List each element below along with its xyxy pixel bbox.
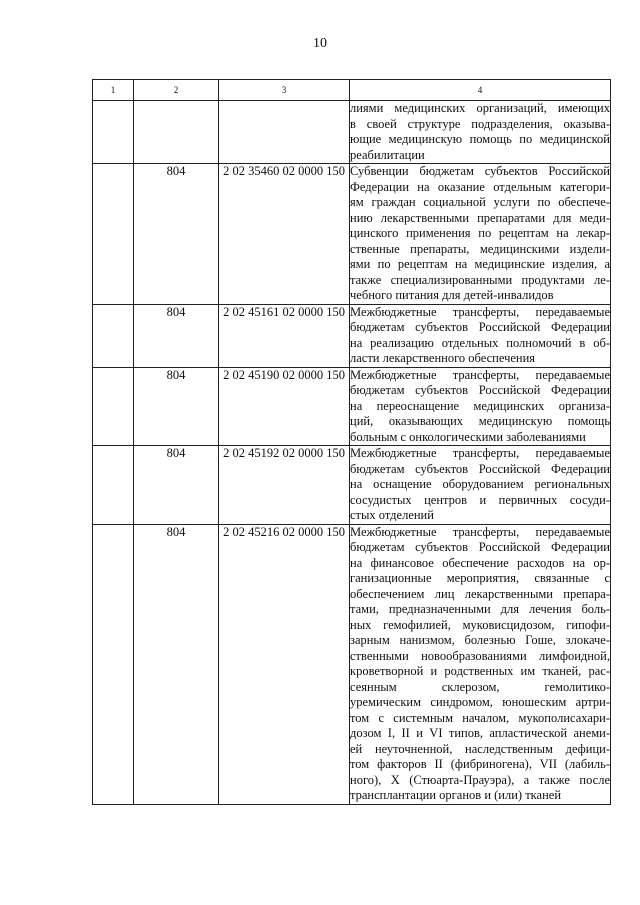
row-index-cell [93,446,134,525]
description-line: больным с онкологическими заболеваниями [350,429,586,444]
description-line: том факторов II (фибриногена), VII (лабиль- [350,757,610,771]
revenue-description-cell [350,446,611,525]
description-line: чебного питания для детей-инвалидов [350,288,554,302]
budget-classification-code-cell: 2 02 45161 02 0000 150 [219,304,350,367]
description-line: ного), X (Стюарта-Прауэра), а также после [350,772,610,787]
table-row [93,524,611,804]
description-line: ственные препараты, медицинскими издели- [350,241,610,256]
table-row [93,304,611,367]
description-line: уремическим синдромом, юношеским артри- [350,695,610,709]
description-line: том с системным началом, мукополисахари- [350,710,610,725]
budget-classification-code-cell [219,101,350,164]
description-line: бюджетам субъектов Российской Федерации [350,383,610,397]
description-line: на реализацию отдельных полномочий в об- [350,335,610,350]
budget-table [92,79,611,805]
admin-code-cell: 804 [134,164,219,305]
admin-code-cell: 804 [134,304,219,367]
description-line: ций, оказывающих медицинскую помощь [350,414,610,428]
description-line: на оснащение оборудованием региональных [350,477,610,491]
description-line: ственными новообразованиями лимфоидной, [350,648,610,663]
description-line: ганизационные мероприятия, связанные с [350,571,610,585]
description-line: ющие медицинскую помощь по медицинской [350,132,610,146]
table-row [93,101,611,164]
description-line: ласти лекарственного обеспечения [350,351,536,365]
revenue-description-cell [350,304,611,367]
page-number: 10 [313,36,327,51]
description-line: Межбюджетные трансферты, передаваемые [350,304,610,319]
description-line: Субвенции бюджетам субъектов Российской [350,164,610,178]
table-row [93,164,611,305]
column-header: 3 [219,80,350,101]
description-line: бюджетам субъектов Российской Федерации [350,461,610,476]
revenue-description-cell [350,367,611,446]
description-line: бюджетам субъектов Российской Федерации [350,540,610,554]
table-header-row [93,80,611,101]
budget-classification-code-cell: 2 02 45192 02 0000 150 [219,446,350,525]
column-header: 4 [350,80,611,101]
description-line: лиями медицинских организаций, имеющих [350,101,610,115]
description-line: бюджетам субъектов Российской Федерации [350,320,610,334]
description-line: реабилитации [350,147,425,162]
description-line: в своей структуре подразделения, оказыва- [350,116,610,131]
table-row [93,367,611,446]
description-line: Федерации на оказание отдельным категори- [350,179,610,194]
description-line: на переоснащение медицинских организа- [350,398,610,413]
description-line: ей неуточненной, наследственным дефици- [350,741,610,756]
budget-classification-code-cell: 2 02 35460 02 0000 150 [219,164,350,305]
description-line: сеянным склерозом, гемолитико- [350,679,610,694]
revenue-description-cell [350,164,611,305]
table-row [93,446,611,525]
budget-classification-code-cell: 2 02 45216 02 0000 150 [219,524,350,804]
description-line: нию лекарственными препаратами для меди- [350,210,610,225]
description-line: ных гемофилией, муковисцидозом, гипофи- [350,617,610,632]
admin-code-cell: 804 [134,524,219,804]
description-line: обеспечением лиц лекарственными препара- [350,586,610,601]
description-line: на финансовое обеспечение расходов на ор- [350,555,610,570]
description-line: зарным нанизмом, болезнью Гоше, злокаче- [350,633,610,647]
description-line: также специализированными продуктами ле- [350,272,610,287]
admin-code-cell: 804 [134,446,219,525]
row-index-cell [93,304,134,367]
column-header: 1 [93,80,134,101]
description-line: кроветворной и родственных им тканей, рас- [350,664,610,678]
description-line: Межбюджетные трансферты, передаваемые [350,367,610,382]
description-line: ями по рецептам на медицинские изделия, а [350,257,610,271]
description-line: стых отделений [350,508,434,522]
description-line: трансплантации органов и (или) тканей [350,788,562,802]
description-line: тами, предназначенными для лечения боль- [350,602,610,616]
admin-code-cell [134,101,219,164]
revenue-description-cell [350,524,611,804]
description-line: сосудистых центров и первичных сосуди- [350,492,610,507]
admin-code-cell: 804 [134,367,219,446]
row-index-cell [93,367,134,446]
column-header: 2 [134,80,219,101]
description-line: ям граждан социальной услуги по обеспече- [350,195,610,209]
row-index-cell [93,524,134,804]
budget-classification-code-cell: 2 02 45190 02 0000 150 [219,367,350,446]
revenue-description-cell [350,101,611,164]
row-index-cell [93,164,134,305]
row-index-cell [93,101,134,164]
description-line: цинского применения по рецептам на лекар- [350,226,610,240]
description-line: дозом I, II и VI типов, апластической анеми- [350,726,610,740]
description-line: Межбюджетные трансферты, передаваемые [350,446,610,460]
description-line: Межбюджетные трансферты, передаваемые [350,524,610,539]
